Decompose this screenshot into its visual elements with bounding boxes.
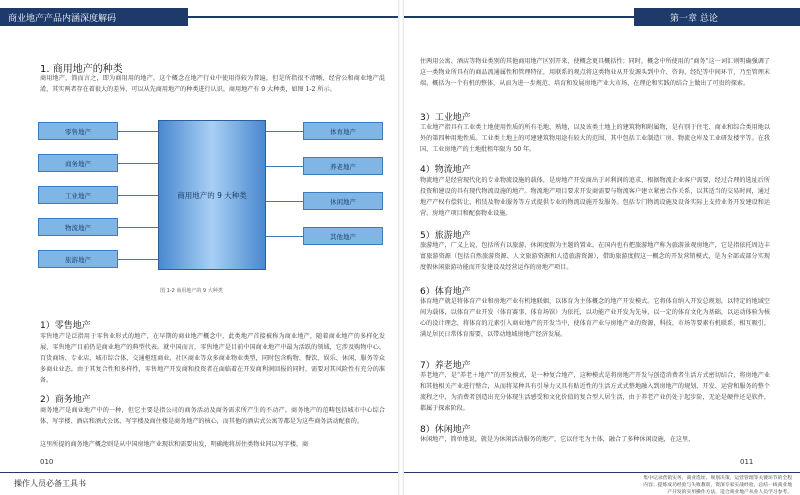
paragraph-retail: 零售地产是泛指用于零售业形式的地产，在早期的商业地产概念中，此类地产首接被称为商业地产，随着商业地产的多样化发展，零售地产目前仍是商业地产的典型代表。就中国而言，零售地产是目前中国商业地产中最为活跃的领域，它涉及购物中心、百货商场、专业店、城市综合体、交通枢纽商业、社区商业等众多商业物业类型，同时包含购物、餐饮、娱乐、休闲、服务等众多商业业态。由于其复合性和多样性，零售地产开发商和投资者在面临着在开发商利润回报的同时，需要对其风险性有充分的准备。 xyxy=(40,333,385,384)
page-number-left: 010 xyxy=(40,458,54,466)
diagram-item-retail: 零售地产 xyxy=(38,122,118,140)
subsection-heading-business: 2）商务地产 xyxy=(40,395,91,405)
paragraph-business: 商务地产是商业地产中的一种，但它主要是指公司的商务活动及商务需求所产生的不动产。商务地产的范畴包括城市中心综合体、写字楼、酒店和酒式公寓、写字楼及商住楼是商务地产的核心，而其他的酒店式公寓等都是为这些商务活动配套的。 xyxy=(40,407,385,425)
section-heading: 1. 商用地产的种类 xyxy=(40,64,123,75)
paragraph-logistics: 物流地产是经营现代化的专业物流设施的载体，是房地产开发商出于对利润的追求，根据物流企业客户需要，经过合理的选址后所投资和建设的具有现代物流设施的地产。物流地产项目要求开发商需要与物流客户建立紧密合作关系，以其适当的交易时间，通过地产产权有偿转让、租赁及物业服务等方式提供专业的物流设施开发服务。包括专门物流设施及设备实际上支持业务开发建设和运营，房地产项目和配套物业设施。 xyxy=(420,177,770,217)
diagram-center-label: 商用地产的 9 大种类 xyxy=(177,190,247,200)
figure-caption: 图 1-2 商用地产的 9 大种类 xyxy=(160,288,223,294)
diagram-item-elderly: 养老地产 xyxy=(303,157,383,175)
paragraph-tourism: 旅游地产，广义上说，包括所有以旅游、休闲度假为主题的置业。在国内也有把旅游地产称为旅游景观房地产，它是指依托周边丰富旅游资源（包括自然旅游资源、人文旅游资源和人造旅游资源），借助旅游度假这一概念的开发营销模式，是为全部或部分实现度假休闲旅游功能而开发建设及经营运作的房地产项目。 xyxy=(420,242,770,271)
book-gutter xyxy=(398,0,404,495)
page-number-right: 011 xyxy=(740,458,754,466)
right-footer-text: 集中记录营销实务、商业选址、规划决策、运营管理等关键环节的全程内容；提炼成功经验与失败教训，资深专家实战经验，总结一线商业地产开发的实用操作方法，适合商业地产从业人员学习参考。 xyxy=(643,476,792,495)
left-header-rule xyxy=(188,16,398,18)
diagram-connector xyxy=(266,236,303,237)
subsection-heading-retail: 1）零售地产 xyxy=(40,321,91,331)
diagram-connector xyxy=(118,195,158,196)
subsection-heading-elderly: 7）养老地产 xyxy=(420,361,471,371)
paragraph-business-cont: 这里所提的商务地产概念则是从中国房地产业现状和需要出发，明确地将居住类物业同以写字楼、商 xyxy=(40,441,309,448)
intro-paragraph: 商用地产，简而言之，即为商用用的地产。这个概念在地产行业中使用得较为普遍，但是所指很不清晰，经营公和商业地产混淆，其实两者存在着很大的差异，可以从先商用地产的种类进行认识。商用地产有 9 大种类，如图 1-2 所示。 xyxy=(40,75,385,93)
subsection-heading-industrial: 3）工业地产 xyxy=(420,113,471,123)
diagram-item-industrial: 工业地产 xyxy=(38,186,118,204)
diagram-item-leisure: 休闲地产 xyxy=(303,192,383,210)
book-title: 商业地产产品内涵深度解码 xyxy=(8,14,117,24)
subsection-heading-sports: 6）体育地产 xyxy=(420,287,471,297)
left-footer-text: 操作人员必备工具书 xyxy=(14,479,86,488)
diagram-connector xyxy=(266,166,303,167)
subsection-heading-logistics: 4）物流地产 xyxy=(420,165,471,175)
diagram-connector xyxy=(118,259,158,260)
diagram-item-tourism: 旅游地产 xyxy=(38,250,118,268)
diagram-item-logistics: 物流地产 xyxy=(38,218,118,236)
diagram-connector xyxy=(118,131,158,132)
right-header-rule xyxy=(404,16,634,18)
diagram-connector xyxy=(266,131,303,132)
paragraph-sports: 体育地产就是将体育产业和房地产业有机地联姻，以体育为主体概念的地产开发模式。它将体育纳入开发总规划，以特定的地域空间为载体，以体育产业开发（体育赛事、体育场馆）为依托，以功能产业开发为先导，以一定的体育文化为基础，以运动体验为核心的设计理念，将体育的元素引入商业地产的开发当中，使体育产业与房地产业的资源，科技、市场等要素有机联系，相互吸引，满足居民日常体育需要，以带动地域房地产经济发展。 xyxy=(420,298,770,338)
right-header-band xyxy=(634,8,800,26)
paragraph-elderly: 养老地产，是“养老＋地产”的开发模式，是一种复合地产，这种模式是将房地产开发与创造消费者生活方式密切结合，将房地产业和其他相关产业进行整合，从而将某种具有引导力又具有贴近性的生活方式式整地融入到房地产的规划、开发、运营和服务的整个流程之中，为消费者创造出充分体现生活感受和文化价值的复合型人居生活，由于养老产业仍处于起步阶，无论是硬件还是软件，都属于探索阶段。 xyxy=(420,372,770,412)
diagram-item-other: 其他地产 xyxy=(303,227,383,245)
subsection-heading-tourism: 5）旅游地产 xyxy=(420,231,471,241)
left-footer-rule xyxy=(0,472,398,473)
chapter-title: 第一章 总论 xyxy=(670,14,718,24)
left-header-band xyxy=(0,8,188,26)
diagram-item-sports: 体育地产 xyxy=(303,122,383,140)
paragraph-business-cont-right: 住两用公寓、酒店等物业类别的其他商用地产区别开来，使概念更具概括性；同时，概念中所使用的“商务”这一词汇则明确强调了这一类物业所具有的商品流通属性和管理特征，用联系的观点将这类物业从开发源头到中介、咨询、经纪等中间环节，乃至管理末端，概括为一个有机的整体，从而为进一步规范、培育和发展房地产业大市场，在理论和实践的结合上做出了可贵的探索。 xyxy=(420,58,770,87)
diagram-connector xyxy=(266,201,303,202)
left-page-header xyxy=(0,8,398,26)
paragraph-leisure: 休闲地产，简单地说，就是为休闲活动服务的地产，它以住宅为主体，融合了多种休闲设施，在这里， xyxy=(420,436,695,443)
right-page-header xyxy=(404,8,800,26)
diagram-connector xyxy=(118,163,158,164)
diagram-connector xyxy=(118,227,158,228)
diagram-item-business: 商务地产 xyxy=(38,154,118,172)
subsection-heading-leisure: 8）休闲地产 xyxy=(420,425,471,435)
paragraph-industrial: 工业地产指具有工业类土地使用性质的所有毛地、熟地，以及该类土地上的建筑物和附属物，是有别于住宅、商业和综合类用地以外的第四种用地性质。工业类土地上的可建建筑物用途有较大的范围，其中包括工业制造厂房、物流仓库及工业研发楼宇等。在我国，工业房地产的土地批租年限为 50 年。 xyxy=(420,124,770,153)
right-footer-rule xyxy=(404,472,800,473)
diagram-center xyxy=(158,120,266,270)
category-diagram xyxy=(38,110,383,280)
